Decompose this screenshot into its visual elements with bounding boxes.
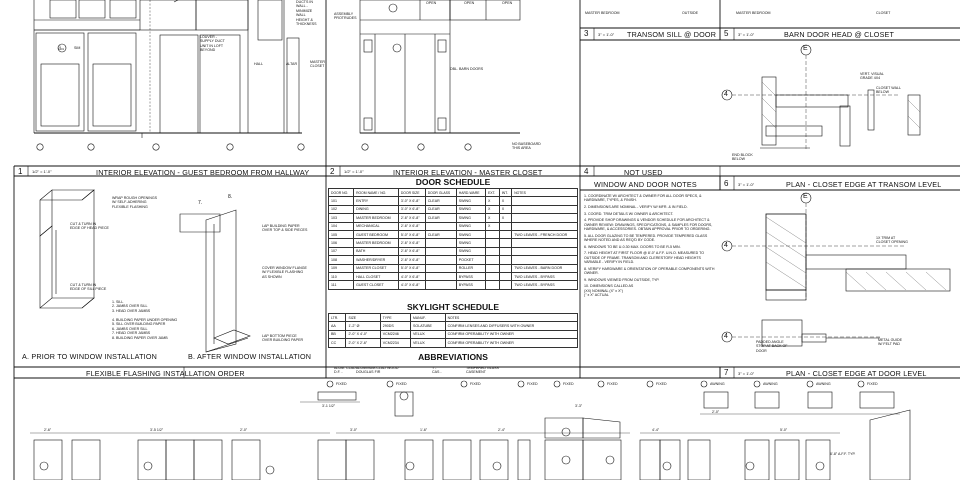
door-schedule-header [329, 189, 578, 197]
door-tag-1: 1 [59, 45, 61, 49]
door-schedule-row-cell [425, 222, 456, 230]
door-schedule-row-cell: TWO LEAVES - BYPASS [512, 281, 578, 289]
end-block-note: END BLOCK BELOW [732, 153, 753, 162]
col-size: DOOR SIZE [398, 189, 425, 197]
dim-6: 1'-6" [420, 428, 428, 432]
door-schedule-row-cell: SWING [456, 239, 485, 247]
door-schedule-row-cell: MASTER CLOSET [354, 264, 399, 272]
detail-tag-4-2: 4 [724, 242, 728, 249]
door-schedule-row-cell: 101 [329, 197, 354, 205]
skylight-schedule-row-cell: 1'-2" Ø [346, 322, 380, 330]
door-schedule-row-cell: DINING [354, 205, 399, 213]
panel-2-scale: 1/2" = 1'-0" [344, 169, 364, 174]
sim-label: SIM [74, 46, 81, 50]
door-schedule-row-cell: 103 [329, 214, 354, 222]
door-schedule-row-cell: 105 [329, 230, 354, 238]
door-schedule-row-cell [499, 256, 511, 264]
panel-1-title: INTERIOR ELEVATION - GUEST BEDROOM FROM HALLWAY [96, 167, 310, 177]
door-schedule-row-cell [499, 264, 511, 272]
skylight-schedule-row-cell: AA [329, 322, 346, 330]
door-schedule-row-cell: 2'-6" X 6'-8" [398, 247, 425, 255]
panel-2-title: INTERIOR ELEVATION - MASTER CLOSET [393, 167, 543, 177]
door-schedule-row-cell: 3'-0" X 6'-8" [398, 197, 425, 205]
cover-note: COVER WINDOW FLANGE W/ FLEXIBLE FLASHING AS SHOWN [262, 266, 307, 279]
door-schedule-row [329, 197, 578, 205]
window-type-awning-2: AWNING [763, 382, 778, 386]
steps-a-note: 1. SILL 2. JAMBS OVER SILL 3. HEAD OVER JAMBS [112, 300, 151, 313]
dim-11: 5'-0" [780, 428, 788, 432]
flashing-title: FLEXIBLE FLASHING INSTALLATION ORDER [86, 368, 245, 378]
door-schedule-row-cell: BYPASS [456, 281, 485, 289]
door-schedule-row [329, 214, 578, 222]
vert-visual-note: VERT. VISUAL GRADE 4X4 [860, 72, 884, 81]
skylight-schedule-row-cell: VELUX [411, 330, 446, 338]
door-schedule-title: DOOR SCHEDULE [415, 177, 491, 187]
door-schedule-row-cell [499, 247, 511, 255]
door-schedule-row-cell [512, 205, 578, 213]
abbr-right-def: TEMPERED GLASS CASEMENT [466, 366, 499, 375]
hall-label: HALL [254, 62, 263, 66]
door-schedule-row-cell: TWO LEAVES - FRENCH DOOR [512, 230, 578, 238]
door-schedule-row-cell: 4'-0" X 6'-8" [398, 281, 425, 289]
door-schedule-row-cell: X [485, 214, 499, 222]
door-schedule-row-cell: 2'-6" X 6'-8" [398, 239, 425, 247]
closet-label: CLOSET [876, 11, 891, 15]
skylight-schedule-title: SKYLIGHT SCHEDULE [406, 302, 500, 312]
col-hardware: HARD-WARE [456, 189, 485, 197]
step-7-label: 7. [198, 200, 203, 206]
door-schedule-row [329, 239, 578, 247]
ducts-note: DUCTS IN WALL - MINIMIZE WALL HEIGHT & THICKNESS [296, 0, 317, 27]
skylight-schedule-row-cell: 2'-0" X 4'-0" [346, 330, 380, 338]
lap-top-note: LAP BUILDING PAPER OVER TOP & SIDE PIECES [262, 224, 308, 233]
door-schedule-row-cell [512, 256, 578, 264]
skylight-schedule-row [329, 322, 578, 330]
door-schedule-row-cell: BATH [354, 247, 399, 255]
panel-6-scale: 3" = 1'-0" [738, 182, 755, 187]
door-schedule-row-cell: 109 [329, 264, 354, 272]
door-schedule-row-cell: 5'-0" X 6'-8" [398, 264, 425, 272]
door-schedule-row-cell: 108 [329, 256, 354, 264]
door-schedule-row-cell: POCKET [456, 256, 485, 264]
window-note-8: 8. VERIFY HARDWARE & ORIENTATION OF OPERABLE COMPONENTS WITH OWNER. [584, 266, 715, 275]
padded-angle-note: PADDED ANGLE STOP AT BACK OF DOOR [756, 340, 788, 353]
window-type-fixed-5: FIXED [563, 382, 574, 386]
door-schedule-row-cell [499, 239, 511, 247]
col-type: TYPE [380, 314, 410, 322]
skylight-schedule-row-cell: CONFIRM LENSES AND DIFFUSERS WITH OWNER [445, 322, 577, 330]
door-schedule-row-cell [425, 264, 456, 272]
door-schedule-row-cell: 107 [329, 247, 354, 255]
door-schedule-row-cell: SWING [456, 247, 485, 255]
lap-bottom-note: LAP BOTTOM PIECE OVER BUILDING PAPER [262, 334, 304, 343]
panel-1-number: 1 [18, 167, 23, 176]
wrap-note: WRAP ROUGH OPENINGS W/ SELF-ADHERING FLEXIBLE FLASHING [112, 196, 158, 209]
door-schedule-row-cell [485, 281, 499, 289]
step-8-label: 8. [228, 194, 233, 200]
panel-4-number: 4 [584, 167, 589, 176]
door-schedule-row-cell: TWO LEAVES - BARN DOOR [512, 264, 578, 272]
panel-3-number: 3 [584, 29, 589, 38]
flashing-b-caption: B. AFTER WINDOW INSTALLATION [188, 352, 312, 361]
col-room: ROOM NAME / NO. [354, 189, 399, 197]
door-schedule-row [329, 272, 578, 280]
dim-3: 3'-5 1/2" [150, 428, 164, 432]
dim-10: 2'-0" [712, 410, 720, 414]
door-schedule-row-cell: SWING [456, 197, 485, 205]
door-tag-1-sheet: A401 [58, 48, 65, 51]
dim-9: 4'-4" [652, 428, 660, 432]
dim-4: 2'-0" [240, 428, 248, 432]
master-bedroom-label-2: MASTER BEDROOM [736, 11, 771, 15]
door-schedule-row-cell: CLEAR [425, 197, 456, 205]
door-schedule-row-cell [485, 256, 499, 264]
window-note-7: 7. HEAD HEIGHT AT FIRST FLOOR @ 8'-0" A.F.F. U.N.O. MEASURED TO OUTSIDE OF FRAME. TRANSOM AND CLERESTORY HEAD HEIGHTS VARIABLE - VERIFY IN FIELD. [584, 251, 705, 264]
detail-tag-e-1: E [803, 45, 808, 52]
door-schedule-row-cell: 102 [329, 205, 354, 213]
skylight-schedule-header [329, 314, 578, 322]
door-schedule-row-cell [512, 214, 578, 222]
master-bedroom-label-1: MASTER BEDROOM [585, 11, 620, 15]
skylight-schedule-row-cell: SOLATUBE [411, 322, 446, 330]
dim-12: 6'-8" A.F.F. TYP. [830, 452, 856, 456]
door-schedule-row-cell: 3'-0" X 6'-8" [398, 205, 425, 213]
door-schedule-row-cell: 106 [329, 239, 354, 247]
door-schedule-row-cell [485, 247, 499, 255]
assembly-note: ASSEMBLY PROTRUDES [334, 12, 357, 21]
panel-5-title: BARN DOOR HEAD @ CLOSET [784, 29, 895, 39]
door-schedule-row-cell [485, 230, 499, 238]
panel-4-title: NOT USED [624, 167, 663, 177]
col-notes: NOTES [512, 189, 578, 197]
door-schedule-row-cell [425, 281, 456, 289]
abbr-right-abbr: T - CAS - [432, 366, 442, 375]
door-schedule-row-cell [512, 247, 578, 255]
door-schedule-row [329, 230, 578, 238]
window-note-4: 4. PROVIDE SHOP DRAWINGS & VENDOR SCHEDULE FOR ARCHITECT & OWNER REVIEW: DRAWINGS, SPECIFICATIONS, & SAMPLES FOR DOORS, HARDWARE, & ACCESSORIES. OBTAIN APPROVAL PRIOR TO ORDERING. [584, 218, 713, 231]
cut-head-note: CUT & TURN IN EDGE OF HEAD PIECE [70, 222, 109, 231]
panel-7-title: PLAN - CLOSET EDGE AT DOOR LEVEL [786, 368, 927, 378]
door-schedule-row-cell: CLEAR [425, 205, 456, 213]
window-type-fixed-4: FIXED [527, 382, 538, 386]
col-sk-size: SIZE [346, 314, 380, 322]
open-label-1: OPEN [426, 1, 437, 5]
door-schedule-row [329, 205, 578, 213]
panel-6-number: 6 [724, 179, 729, 188]
metal-guide-note: METAL GUIDE W/ FELT PAD [878, 338, 902, 347]
door-schedule-row-cell: 2'-6" X 6'-8" [398, 214, 425, 222]
dim-8: 3'-3" [575, 404, 583, 408]
cut-sill-note: CUT & TURN IN EDGE OF SILL PIECE [70, 283, 107, 292]
door-schedule-row-cell: MECHANICAL [354, 222, 399, 230]
door-schedule-row-cell: X [499, 197, 511, 205]
panel-5-scale: 3" = 1'-0" [738, 31, 755, 37]
dim-1: 3'-1 1/2" [322, 404, 336, 408]
dim-5: 3'-0" [350, 428, 358, 432]
outside-label: OUTSIDE [682, 11, 698, 15]
window-type-awning-3: AWNING [816, 382, 831, 386]
skylight-schedule-row-cell: 2'-0" X 2'-6" [346, 339, 380, 347]
window-type-fixed-2: FIXED [396, 382, 407, 386]
door-schedule-row-cell: CLEAR [425, 214, 456, 222]
door-schedule-row-cell: SWING [456, 222, 485, 230]
window-type-awning-1: AWNING [710, 382, 725, 386]
open-label-2: OPEN [464, 1, 475, 5]
abbr-mid: ALUMINUM-CLAD WOOD DOUGLAS FIR [356, 366, 399, 375]
door-schedule-row-cell [425, 256, 456, 264]
skylight-schedule-row-cell: CC [329, 339, 346, 347]
col-door-no: DOOR NO. [329, 189, 354, 197]
door-schedule-row-cell: HALL CLOSET [354, 272, 399, 280]
door-schedule-row-cell [512, 197, 578, 205]
window-notes-title: WINDOW AND DOOR NOTES [594, 179, 697, 189]
flashing-a-caption: A. PRIOR TO WINDOW INSTALLATION [22, 352, 158, 361]
door-schedule-row-cell: SWING [456, 230, 485, 238]
panel-7-number: 7 [724, 368, 729, 377]
open-label-3: OPEN [502, 1, 513, 5]
col-ltr: LTR. [329, 314, 346, 322]
no-baseboard-note: NO BASEBOARD THIS AREA [512, 142, 541, 151]
window-note-3: 3. COORD. TRIM DETAILS W/ OWNER & ARCHITECT. [584, 211, 674, 216]
door-schedule-row-cell [499, 230, 511, 238]
window-note-9: 9. WINDOWS VIEWED FROM OUTSIDE, TYP. [584, 277, 660, 282]
door-schedule-row [329, 256, 578, 264]
steps-b-note: 4. BUILDING PAPER UNDER OPENING 5. SILL OVER BUILDING PAPER 6. JAMBS OVER SILL 7. HEAD OVER JAMBS 8. BUILDING PAPER OVER JAMB [112, 318, 178, 340]
panel-3-scale: 3" = 1'-0" [598, 31, 615, 37]
skylight-schedule-row-cell: CONFIRM OPERABILITY WITH OWNER [445, 339, 577, 347]
door-schedule-row-cell: WASHER/DRYER [354, 256, 399, 264]
window-note-1: 1. COORDINATE W/ ARCHITECT & OWNER FOR ALL DOOR SPECS, & HARDWARE, TYPES, & FINISH. [584, 194, 702, 203]
skylight-schedule-row-cell: BB [329, 330, 346, 338]
window-note-10: 10. DIMENSIONS CALLED AS (XX) NOMINAL (X" x X") (" x X" ACTUAL [584, 284, 634, 297]
window-type-fixed-3: FIXED [470, 382, 481, 386]
door-schedule-row-cell: MASTER BEDROOM [354, 239, 399, 247]
door-schedule-row-cell [425, 247, 456, 255]
dim-7: 2'-4" [498, 428, 506, 432]
door-schedule-row-cell [485, 239, 499, 247]
panel-1-scale: 1/2" = 1'-0" [32, 169, 52, 174]
window-notes-list [584, 194, 716, 300]
door-schedule-row-cell [499, 272, 511, 280]
trim-note: 1X TRIM AT CLOSET OPENING [876, 236, 908, 245]
panel-7-scale: 3" = 1'-0" [738, 370, 755, 376]
door-schedule-row-cell: X [485, 197, 499, 205]
door-schedule-row [329, 281, 578, 289]
louver-note: LOUVER - SUPPLY DUCT UNIT IN LOFT BEYOND [200, 35, 225, 53]
panel-5-number: 5 [724, 29, 729, 38]
skylight-schedule-row [329, 339, 578, 347]
door-schedule-row-cell: X [499, 214, 511, 222]
door-schedule-row-cell: 4'-0" X 6'-8" [398, 272, 425, 280]
door-schedule-row-cell: CLEAR [425, 230, 456, 238]
skylight-schedule-row [329, 330, 578, 338]
door-schedule-row-cell [499, 281, 511, 289]
panel-6-title: PLAN - CLOSET EDGE AT TRANSOM LEVEL [786, 179, 942, 189]
window-note-2: 2. DIMENSIONS ARE NOMINAL - VERIFY W/ MFR. & IN FIELD. [584, 205, 688, 209]
col-ext: EXT. [485, 189, 499, 197]
door-schedule-row [329, 247, 578, 255]
panel-2-number: 2 [330, 167, 335, 176]
door-schedule-row-cell: ENTRY [354, 197, 399, 205]
col-int: INT. [499, 189, 511, 197]
window-note-6: 6. WINDOWS TO BE U-0.30 MAX. DOORS TO BE R-5 MIN. [584, 244, 681, 249]
door-schedule-row-cell: SWING [456, 214, 485, 222]
closet-wall-note: CLOSET WALL BELOW [876, 86, 901, 95]
door-schedule-row-cell: SWING [456, 205, 485, 213]
door-schedule-row-cell: MASTER BEDROOM [354, 214, 399, 222]
door-schedule-row-cell [512, 239, 578, 247]
skylight-schedule-table [328, 313, 578, 348]
door-schedule-row-cell: 110 [329, 272, 354, 280]
door-schedule-row-cell [485, 264, 499, 272]
abbreviations-title: ABBREVIATIONS [418, 352, 488, 362]
dim-2: 2'-6" [44, 428, 52, 432]
door-schedule-row-cell [425, 272, 456, 280]
door-schedule-table [328, 188, 578, 290]
col-sk-notes: NOTES [445, 314, 577, 322]
door-schedule-row-cell: X [499, 205, 511, 213]
skylight-schedule-row-cell: VCM2234 [380, 339, 410, 347]
master-closet-label: MASTER CLOSET [310, 60, 325, 69]
col-manuf: MANUF. [411, 314, 446, 322]
door-schedule-row-cell: 104 [329, 222, 354, 230]
window-type-fixed-7: FIXED [656, 382, 667, 386]
door-schedule-row-cell: 2'-6" X 6'-8" [398, 222, 425, 230]
door-schedule-row-cell: TWO LEAVES - BYPASS [512, 272, 578, 280]
door-schedule-row-cell: GUEST CLOSET [354, 281, 399, 289]
abbr-left: ALUM. CLAD - D.F. - [334, 366, 358, 375]
detail-tag-4-3: 4 [724, 333, 728, 340]
door-schedule-row-cell: GUEST BEDROOM [354, 230, 399, 238]
window-note-5: 5. ALL DOOR GLAZING TO BE TEMPERED. PROVIDE TEMPERED GLASS WHERE NOTED AND AS REQ'D BY CODE. [584, 233, 708, 242]
detail-tag-4-1: 4 [724, 91, 728, 98]
door-schedule-row-cell [512, 222, 578, 230]
skylight-schedule-row-cell: VCM2246 [380, 330, 410, 338]
dbl-barn-note: DBL. BARN DOORS [450, 67, 484, 71]
door-schedule-row [329, 264, 578, 272]
door-schedule-row-cell: 5'-0" X 6'-8" [398, 230, 425, 238]
door-schedule-row-cell [425, 239, 456, 247]
door-schedule-row [329, 222, 578, 230]
window-type-fixed-1: FIXED [336, 382, 347, 386]
col-glass: DOOR GLASS [425, 189, 456, 197]
window-type-fixed-8: FIXED [867, 382, 878, 386]
skylight-schedule-row-cell: VELUX [411, 339, 446, 347]
skylight-schedule-row-cell: 290DS [380, 322, 410, 330]
door-schedule-row-cell [499, 222, 511, 230]
panel-3-title: TRANSOM SILL @ DOOR [627, 29, 717, 39]
door-schedule-row-cell [485, 272, 499, 280]
skylight-schedule-row-cell: CONFIRM OPERABILITY WITH OWNER [445, 330, 577, 338]
door-schedule-row-cell: X [485, 205, 499, 213]
door-schedule-row-cell: ROLLER [456, 264, 485, 272]
door-schedule-row-cell: 111 [329, 281, 354, 289]
detail-tag-e-2: E [803, 193, 808, 200]
altar-label: ALTAR [286, 62, 298, 66]
door-schedule-row-cell: X [485, 222, 499, 230]
door-schedule-row-cell: BYPASS [456, 272, 485, 280]
door-schedule-row-cell: 2'-6" X 6'-8" [398, 256, 425, 264]
window-type-fixed-6: FIXED [607, 382, 618, 386]
